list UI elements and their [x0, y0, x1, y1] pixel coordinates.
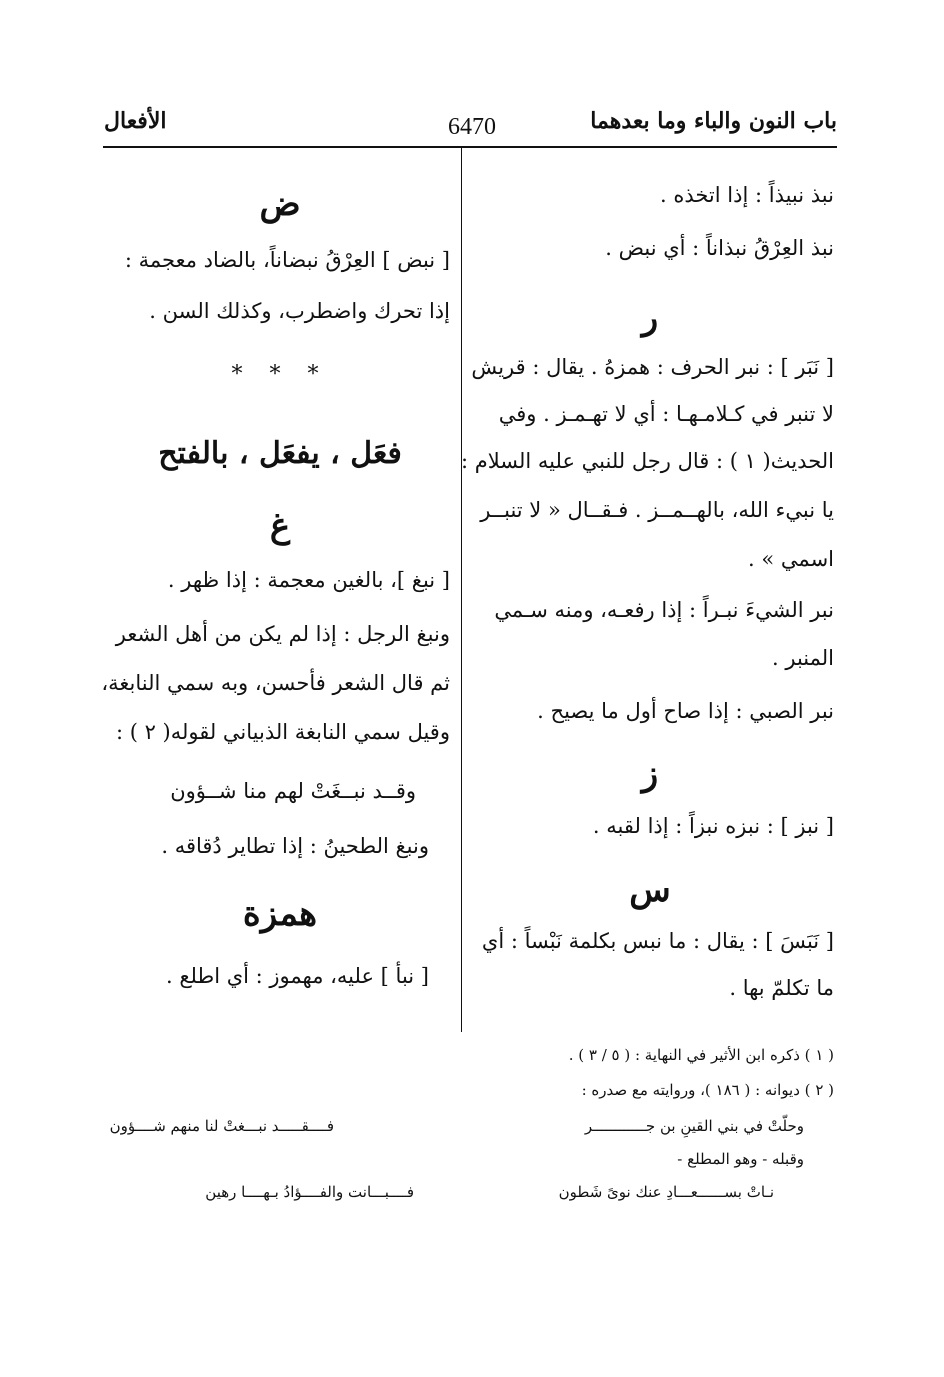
footnote-preceded-by: وقبله - وهو المطلع -: [677, 1150, 804, 1168]
entry-nabr-line-3: الحديث( ١ ) : قال رجل للنبي عليه السلام :: [460, 449, 834, 473]
entry-naba: [ نبأ ] عليه، مهموز : أي اطلع .: [166, 964, 429, 988]
footnote-verse-2-second-hemistich: فــــبـــانت والفــــؤادُ بـهــــا رهين: [205, 1183, 414, 1201]
header-rule: [103, 146, 837, 148]
entry-nabr-shay-1: نبر الشيءَ نبـراً : إذا رفعـه، ومنه سـمي: [494, 598, 834, 622]
entry-nabas-1: [ نَبَسَ ] : يقال : ما نبس بكلمة نَبْساً : أي: [481, 929, 834, 953]
entry-nabz: [ نبز ] : نبزه نبزاً : إذا لقبه .: [592, 814, 834, 838]
entry-nabr-line-5: اسمي » .: [748, 547, 834, 571]
poetry-verse: وقــد نبــغَتْ لهم منا شــؤون: [170, 779, 416, 803]
footnote-verse-1-second-hemistich: فــــقـــــد نبـــغتْ لنا منهم شــــؤون: [109, 1117, 334, 1135]
entry-nabr-shay-2: المنبر .: [772, 646, 834, 670]
entry-nabgh-rajul-1: ونبغ الرجل : إذا لم يكن من أهل الشعر: [115, 622, 450, 646]
entry-nabadh-2: نبذ العِرْقُ نبذاناً : أي نبض .: [605, 236, 834, 260]
entry-nabgh-tahin: ونبغ الطحينُ : إذا تطاير دُقاقه .: [161, 834, 429, 858]
entry-nabgh-rajul-2: ثم قال الشعر فأحسن، وبه سمي النابغة،: [101, 671, 450, 695]
footnote-verse-2-first-hemistich: نـاتْ بســــــعـــادِ عنك نوىً شَطون: [558, 1183, 774, 1201]
entry-nabr-line-1: [ نَبَر ] : نبر الحرف : همزهُ . يقال : قريش: [471, 355, 834, 379]
entry-nabd-2: إذا تحرك واضطرب، وكذلك السن .: [149, 299, 450, 323]
entry-nabd-1: [ نبض ] العِرْقُ نبضاناً، بالضاد معجمة :: [124, 248, 450, 272]
entry-nabadh-1: نبذ نبيذاً : إذا اتخذه .: [660, 183, 834, 207]
running-head-section: الأفعال: [104, 108, 167, 134]
section-heading-hamza: همزة: [242, 894, 318, 934]
entry-nabas-2: ما تكلمّ بها .: [729, 976, 834, 1000]
section-heading-sin: س: [629, 870, 671, 910]
entry-nabgh: [ نبغ ]، بالغين معجمة : إذا ظهر .: [167, 568, 450, 592]
section-heading-zay: ز: [641, 754, 659, 794]
chapter-heading: فعَل ، يفعَل ، بالفتح: [158, 436, 402, 471]
column-divider: [461, 148, 462, 1032]
footnote-2: ( ٢ ) ديوانه : ( ١٨٦ )، وروايته مع صدره :: [581, 1081, 834, 1099]
footnote-1: ( ١ ) ذكره ابن الأثير في النهاية : ( ٥ / ٣ ) .: [568, 1046, 834, 1064]
section-heading-ghayn: غ: [269, 506, 291, 546]
entry-nabr-sabi: نبر الصبي : إذا صاح أول ما يصيح .: [537, 699, 834, 723]
page-number: 6470: [448, 114, 496, 140]
entry-nabgh-rajul-3: وقيل سمي النابغة الذبياني لقوله( ٢ ) :: [115, 720, 450, 744]
footnote-verse-1-first-hemistich: وحلّتْ في بني القينِ بن جــــــــــــر: [584, 1117, 804, 1135]
section-separator-stars: * * *: [231, 362, 329, 387]
section-heading-dad: ض: [259, 184, 301, 224]
entry-nabr-line-4: يا نبيء الله، بالهــمــز . فـقــال « لا تنبــر: [480, 498, 834, 522]
running-head-chapter: باب النون والباء وما بعدهما: [590, 108, 837, 134]
section-heading-ra: ر: [641, 298, 659, 338]
entry-nabr-line-2: لا تنبر في كـلامـهـا : أي لا تهـمـز . وفي: [498, 402, 834, 426]
